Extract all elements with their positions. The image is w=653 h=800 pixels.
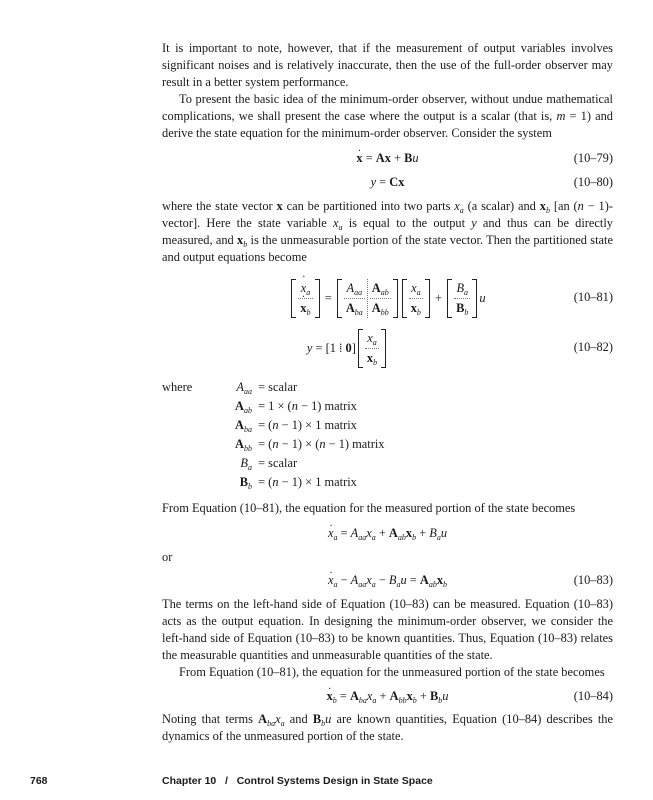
- math-symbol: u: [442, 689, 449, 703]
- definition-value: = scalar: [255, 380, 298, 394]
- math-symbol: $A_{ab}$: [371, 280, 389, 297]
- matrix-cell: [298, 299, 312, 318]
- paragraph: It is important to note, however, that if the measurement of output variables involves significant noises and is relatively inaccurate, then the use of the full-order observer may result in a better system performance.: [162, 41, 613, 89]
- math-symbol: $A_{ab}$: [388, 526, 406, 542]
- math-symbol: u: [440, 526, 448, 540]
- math-symbol: ˙ $x_b$: [327, 689, 337, 703]
- math-symbol: $B_a$: [240, 456, 252, 472]
- where-label: where: [162, 380, 193, 394]
- math-symbol: ˙ $x_a$: [328, 526, 338, 540]
- math-symbol: $x_a$: [366, 689, 377, 705]
- math-symbol: n: [291, 399, 298, 413]
- equation-body: [162, 276, 613, 320]
- math-symbol: n: [577, 199, 584, 213]
- definition-symbol: [204, 397, 255, 416]
- equation-body: ˙ $x_a = A_{aa}x_a + A_{ab}x_b + B_au$: [162, 521, 613, 545]
- equation-number: (10–80): [573, 175, 613, 189]
- math-symbol: $A_{ba}$: [349, 689, 367, 705]
- math-symbol: $B_b$: [239, 475, 252, 491]
- math-symbol: $x_a$: [275, 712, 285, 728]
- math-symbol: n: [272, 437, 279, 451]
- math-symbol: Ax: [375, 151, 391, 165]
- equation-lhs: y = [1 ⁞ 0]: [306, 340, 356, 355]
- matrix-cell: [370, 299, 391, 318]
- math-symbol: $x_a$: [366, 526, 376, 542]
- math-symbol: y: [306, 340, 313, 355]
- equation-10-83: [162, 568, 613, 592]
- matrix-cell: [454, 279, 470, 299]
- math-symbol: $A_{ba}$: [258, 712, 276, 728]
- equation-10-79: [162, 146, 613, 170]
- math-symbol: $x_a$: [454, 199, 464, 215]
- math-symbol: $x_b$: [406, 689, 417, 705]
- math-symbol: n: [272, 475, 279, 489]
- definition-row: [162, 378, 613, 397]
- math-symbol: $x_b$: [539, 199, 550, 215]
- definition-symbol: [204, 435, 255, 454]
- matrix-cell: [409, 299, 423, 318]
- matrix-A: [337, 279, 398, 318]
- where-label: [162, 416, 204, 435]
- math-symbol: $x_b$: [436, 573, 448, 589]
- definition-symbol: [204, 473, 255, 492]
- math-symbol: B: [404, 151, 413, 165]
- definition-value: = scalar: [255, 456, 298, 470]
- paragraph: The terms on the left-hand side of Equation (10–83) can be measured. Equation (10–83) acts as the output equation. In designing the minimum-order observer, we consider the left-hand side of Equation (10–83) to be known quantities. Thus, Equation (10–83) relates the measurable quantities and unmeasurable quantities of the state.: [162, 597, 613, 662]
- equation-body: ˙ x = Ax + Bu: [162, 146, 613, 170]
- math-symbol: $x_a$: [333, 216, 343, 232]
- math-symbol: $x_b$: [410, 300, 421, 317]
- equation-10-81: [162, 276, 613, 320]
- math-symbol: $B_a$: [456, 280, 469, 297]
- math-symbol: 0: [345, 340, 352, 355]
- math-symbol: m: [556, 109, 566, 123]
- equation-10-84: [162, 684, 613, 708]
- equation-number: (10–81): [573, 290, 613, 304]
- input-u: [479, 290, 485, 307]
- math-symbol: x: [276, 199, 283, 213]
- math-symbol: $A_{aa}$: [236, 380, 252, 396]
- page-number: 768: [30, 775, 48, 787]
- math-symbol: $A_{bb}$: [389, 689, 407, 705]
- equation-body: y = Cx: [370, 175, 405, 189]
- math-symbol: $x_a$: [411, 280, 421, 297]
- page-body: [162, 40, 613, 745]
- equation-body: ˙ $x_b = A_{ba}x_a + A_{bb}x_b + B_bu$: [162, 684, 613, 708]
- matrix-cell: [344, 279, 365, 299]
- math-symbol: $A_{ab}$: [235, 399, 252, 415]
- math-symbol: $x_a$: [367, 330, 377, 347]
- equation-body: [162, 326, 613, 370]
- matrix-cell: [454, 299, 470, 318]
- math-symbol: $B_a$: [388, 573, 401, 589]
- matrix-cell: [365, 329, 379, 349]
- matrix-cell: [409, 279, 423, 299]
- definition-value: = 1 × (n − 1) matrix: [255, 399, 357, 413]
- math-symbol: $x_b$: [366, 350, 378, 367]
- math-symbol: Cx: [389, 175, 405, 189]
- math-symbol: $A_{aa}$: [350, 573, 367, 589]
- definition-row: [162, 416, 613, 435]
- definition-row: [162, 454, 613, 473]
- definition-row: [162, 473, 613, 492]
- where-label: [162, 435, 204, 454]
- math-symbol: u: [400, 573, 407, 587]
- math-symbol: $A_{ba}$: [235, 418, 252, 434]
- paragraph: Noting that terms $A_{ba}x_a$ and $B_bu$ are known quantities, Equation (10–84) describes the dynamics of the unmeasured portion of the state.: [162, 712, 613, 743]
- equation-body: ˙ $x_a - A_{aa}x_a - B_au = A_{ab}x_b$: [162, 568, 613, 592]
- math-symbol: $B_b$: [429, 689, 443, 705]
- equation-measured: [162, 521, 613, 545]
- paragraph: From Equation (10–81), the equation for the unmeasured portion of the state becomes: [179, 665, 605, 679]
- math-symbol: $A_{bb}$: [371, 300, 389, 317]
- equation-10-82: [162, 326, 613, 370]
- where-label: [162, 473, 204, 492]
- math-symbol: $A_{ba}$: [345, 300, 363, 317]
- math-symbol: $x_b$: [237, 233, 248, 249]
- paragraph: where the state vector x can be partitioned into two parts $x_a$ (a scalar) and $x_b$ [an (n − 1)-vector]. Here the state variable $x_a$ is equal to the output y and thus can be directly measured, and $x_b$ is the unmeasurable portion of the state vector. Then the partitioned state and output equations become: [162, 199, 613, 264]
- matrix-x: [402, 279, 430, 318]
- math-symbol: y: [370, 175, 377, 189]
- paragraph: or: [162, 550, 173, 564]
- equation-10-80: [162, 170, 613, 194]
- definitions-list: [162, 378, 613, 492]
- math-symbol: $A_{bb}$: [235, 437, 252, 453]
- equals-sign: =: [321, 290, 335, 305]
- math-symbol: n: [319, 437, 326, 451]
- math-symbol: $x_a$: [366, 573, 376, 589]
- definition-symbol: [204, 378, 255, 397]
- math-symbol: $B_a$: [429, 526, 441, 542]
- matrix-xdot: [291, 279, 319, 318]
- math-symbol: $B_b$: [312, 712, 326, 728]
- definition-row: [162, 397, 613, 416]
- definition-row: [162, 435, 613, 454]
- math-symbol: ˙ x: [356, 151, 362, 165]
- paragraph: From Equation (10–81), the equation for the measured portion of the state becomes: [162, 501, 576, 515]
- definition-symbol: [204, 416, 255, 435]
- math-symbol: ˙ $x_a$: [328, 573, 338, 587]
- paragraph: To present the basic idea of the minimum-order observer, without undue mathematical complications, we shall present the case where the output is a scalar (that is, m = 1) and derive the state equation for the minimum-order observer. Consider the system: [162, 92, 614, 140]
- equation-number: (10–79): [573, 151, 613, 165]
- math-symbol: y: [471, 216, 477, 230]
- matrix-cell: [344, 299, 365, 318]
- math-symbol: u: [412, 151, 419, 165]
- equation-number: (10–82): [573, 340, 613, 354]
- definition-symbol: [204, 454, 255, 473]
- definition-value: = (n − 1) × 1 matrix: [255, 418, 357, 432]
- math-symbol: u: [479, 290, 486, 305]
- equation-number: (10–83): [573, 573, 613, 587]
- where-label: [162, 397, 204, 416]
- math-symbol: $A_{aa}$: [350, 526, 367, 542]
- definition-value: = (n − 1) × (n − 1) matrix: [255, 437, 385, 451]
- math-symbol: ˙ $x_b$: [300, 301, 310, 315]
- plus-sign: +: [431, 290, 446, 305]
- where-label: [162, 454, 204, 473]
- math-symbol: $x_b$: [405, 526, 417, 542]
- math-symbol: u: [325, 712, 332, 726]
- math-symbol: $A_{aa}$: [346, 280, 363, 297]
- matrix-cell: [365, 349, 379, 368]
- definition-value: = (n − 1) × 1 matrix: [255, 475, 357, 489]
- matrix-x: [358, 329, 386, 368]
- matrix-B: [447, 279, 477, 318]
- math-symbol: ˙ $x_a$: [301, 281, 311, 295]
- math-symbol: $A_{ab}$: [419, 573, 437, 589]
- matrix-cell: [370, 279, 391, 299]
- running-footer-chapter: Chapter 10 / Control Systems Design in State Space: [162, 775, 433, 787]
- equation-number: (10–84): [573, 689, 613, 703]
- math-symbol: $B_b$: [456, 300, 469, 317]
- math-symbol: n: [272, 418, 279, 432]
